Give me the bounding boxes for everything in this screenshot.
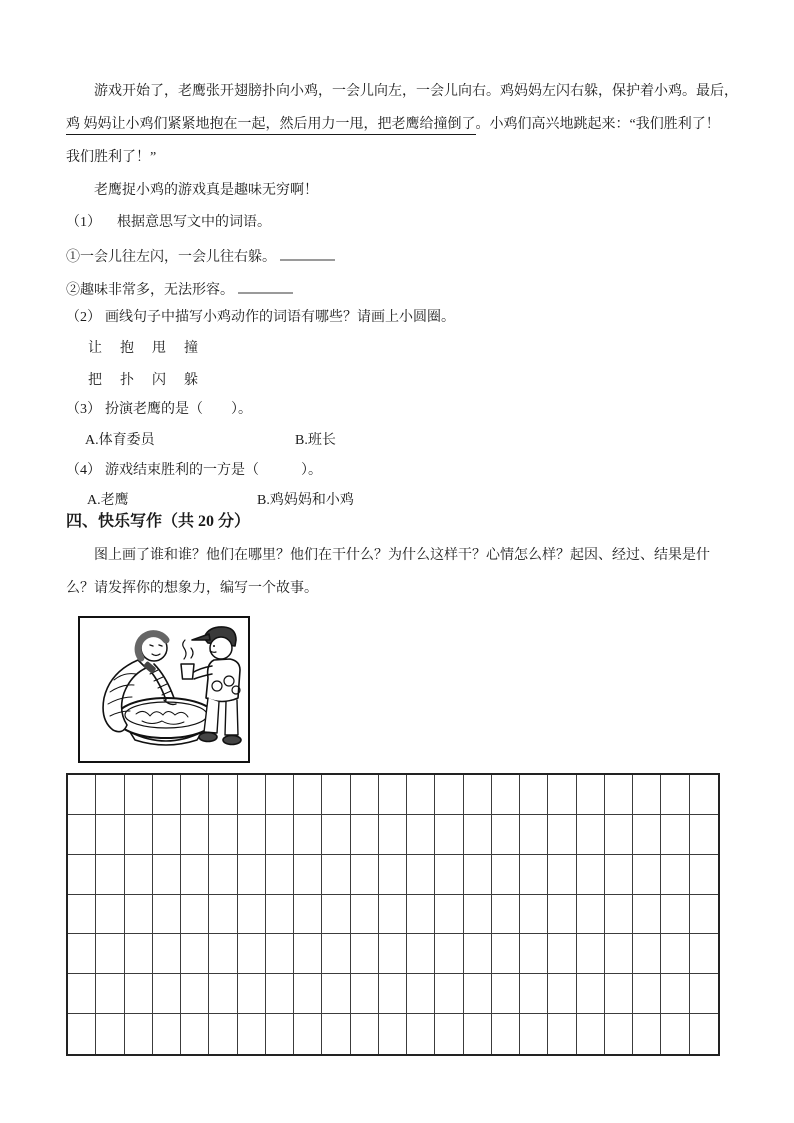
writing-grid-cell[interactable] xyxy=(520,815,548,855)
writing-grid-cell[interactable] xyxy=(181,895,209,935)
writing-grid-cell[interactable] xyxy=(68,934,96,974)
writing-grid-cell[interactable] xyxy=(520,934,548,974)
writing-grid-cell[interactable] xyxy=(548,895,576,935)
writing-grid-cell[interactable] xyxy=(96,934,124,974)
writing-grid-cell[interactable] xyxy=(266,815,294,855)
writing-grid-cell[interactable] xyxy=(690,1014,718,1054)
writing-grid-cell[interactable] xyxy=(351,895,379,935)
writing-grid-cell[interactable] xyxy=(661,974,689,1014)
writing-grid-cell[interactable] xyxy=(464,974,492,1014)
writing-grid-cell[interactable] xyxy=(266,1014,294,1054)
writing-grid-cell[interactable] xyxy=(661,1014,689,1054)
writing-grid-cell[interactable] xyxy=(577,895,605,935)
passage-closing: 老鹰捉小鸡的游戏真是趣味无穷啊！ xyxy=(94,183,318,198)
writing-grid-cell[interactable] xyxy=(435,974,463,1014)
writing-grid-cell[interactable] xyxy=(492,815,520,855)
writing-grid-cell[interactable] xyxy=(690,855,718,895)
writing-grid-cell[interactable] xyxy=(605,855,633,895)
writing-grid-cell[interactable] xyxy=(153,1014,181,1054)
writing-grid-cell[interactable] xyxy=(379,775,407,815)
writing-grid-cell[interactable] xyxy=(577,775,605,815)
writing-grid-cell[interactable] xyxy=(351,815,379,855)
sub-2-number: ② xyxy=(66,283,80,298)
writing-grid-cell[interactable] xyxy=(407,1014,435,1054)
writing-grid-cell[interactable] xyxy=(294,775,322,815)
writing-grid-cell[interactable] xyxy=(407,895,435,935)
question-3-text: 扮演老鹰的是（ ）。 xyxy=(105,402,252,417)
writing-grid-cell[interactable] xyxy=(238,815,266,855)
question-2-number: （2） xyxy=(66,310,101,325)
writing-grid-cell[interactable] xyxy=(125,815,153,855)
scene-illustration-washing xyxy=(80,618,248,761)
writing-grid-cell[interactable] xyxy=(435,895,463,935)
writing-grid-cell[interactable] xyxy=(153,974,181,1014)
writing-grid-cell[interactable] xyxy=(435,934,463,974)
writing-grid-cell[interactable] xyxy=(125,895,153,935)
writing-grid-cell[interactable] xyxy=(96,974,124,1014)
question-1-text: 根据意思写文中的词语。 xyxy=(117,215,271,230)
section-4-heading: 四、快乐写作（共 20 分） xyxy=(66,513,251,530)
writing-grid-cell[interactable] xyxy=(266,775,294,815)
writing-grid-cell[interactable] xyxy=(68,1014,96,1054)
writing-grid-cell[interactable] xyxy=(464,815,492,855)
writing-grid-cell[interactable] xyxy=(181,855,209,895)
writing-grid-cell[interactable] xyxy=(322,974,350,1014)
writing-grid-cell[interactable] xyxy=(379,974,407,1014)
writing-grid-cell[interactable] xyxy=(351,974,379,1014)
writing-grid-cell[interactable] xyxy=(690,815,718,855)
writing-grid-cell[interactable] xyxy=(633,815,661,855)
writing-grid-cell[interactable] xyxy=(548,934,576,974)
writing-grid-cell[interactable] xyxy=(238,934,266,974)
passage-line-3: 我们胜利了！” xyxy=(66,150,157,165)
writing-grid-cell[interactable] xyxy=(690,934,718,974)
writing-grid-cell[interactable] xyxy=(238,974,266,1014)
passage-line-2 xyxy=(66,115,720,135)
writing-grid-cell[interactable] xyxy=(605,1014,633,1054)
writing-grid-cell[interactable] xyxy=(68,855,96,895)
writing-grid-cell[interactable] xyxy=(125,974,153,1014)
writing-grid-cell[interactable] xyxy=(322,1014,350,1054)
writing-grid-cell[interactable] xyxy=(125,934,153,974)
underlined-sentence: 鸡 妈妈让小鸡们紧紧地抱在一起，然后用力一甩，把老鹰给撞倒了 xyxy=(66,117,476,135)
writing-grid-cell[interactable] xyxy=(548,1014,576,1054)
writing-grid-cell[interactable] xyxy=(492,855,520,895)
writing-grid-cell[interactable] xyxy=(605,934,633,974)
writing-grid xyxy=(66,773,720,1056)
writing-grid-cell[interactable] xyxy=(690,895,718,935)
writing-grid-cell[interactable] xyxy=(379,934,407,974)
writing-grid-cell[interactable] xyxy=(464,895,492,935)
writing-grid-cell[interactable] xyxy=(209,815,237,855)
writing-grid-cell[interactable] xyxy=(96,895,124,935)
writing-grid-cell[interactable] xyxy=(492,974,520,1014)
writing-grid-cell[interactable] xyxy=(577,974,605,1014)
writing-grid-cell[interactable] xyxy=(351,775,379,815)
writing-grid-cell[interactable] xyxy=(464,855,492,895)
writing-grid-cell[interactable] xyxy=(266,934,294,974)
writing-grid-cell[interactable] xyxy=(661,775,689,815)
writing-grid-cell[interactable] xyxy=(548,974,576,1014)
writing-grid-cell[interactable] xyxy=(153,775,181,815)
writing-grid-cell[interactable] xyxy=(633,895,661,935)
sub-2-text: 趣味非常多，无法形容。 xyxy=(80,283,234,298)
writing-grid-cell[interactable] xyxy=(633,934,661,974)
answer-blank-2[interactable] xyxy=(238,279,293,294)
writing-grid-cell[interactable] xyxy=(181,1014,209,1054)
writing-grid-cell[interactable] xyxy=(464,775,492,815)
writing-grid-cell[interactable] xyxy=(435,815,463,855)
writing-grid-cell[interactable] xyxy=(125,855,153,895)
passage-line-2-rest: 。小鸡们高兴地跳起来：“我们胜利了！ xyxy=(475,117,720,132)
writing-grid-cell[interactable] xyxy=(464,1014,492,1054)
writing-grid-cell[interactable] xyxy=(577,815,605,855)
writing-grid-cell[interactable] xyxy=(520,974,548,1014)
writing-grid-cell[interactable] xyxy=(379,815,407,855)
writing-grid-cell[interactable] xyxy=(520,1014,548,1054)
writing-grid-cell[interactable] xyxy=(605,815,633,855)
writing-grid-cell[interactable] xyxy=(209,934,237,974)
writing-grid-cell[interactable] xyxy=(266,855,294,895)
writing-grid-cell[interactable] xyxy=(294,815,322,855)
writing-grid-cell[interactable] xyxy=(209,895,237,935)
writing-grid-cell[interactable] xyxy=(520,775,548,815)
writing-grid-cell[interactable] xyxy=(379,895,407,935)
writing-grid-cell[interactable] xyxy=(96,775,124,815)
writing-grid-cell[interactable] xyxy=(577,1014,605,1054)
question-3 xyxy=(66,400,252,420)
writing-grid-cell[interactable] xyxy=(322,775,350,815)
writing-grid-cell[interactable] xyxy=(153,934,181,974)
question-4-text: 游戏结束胜利的一方是（ ）。 xyxy=(105,463,322,478)
writing-grid-cell[interactable] xyxy=(238,775,266,815)
writing-grid-cell[interactable] xyxy=(492,934,520,974)
writing-grid-cell[interactable] xyxy=(407,974,435,1014)
writing-grid-cell[interactable] xyxy=(68,775,96,815)
writing-grid-cell[interactable] xyxy=(548,815,576,855)
writing-grid-cell[interactable] xyxy=(294,934,322,974)
writing-grid-cell[interactable] xyxy=(96,1014,124,1054)
writing-grid-cell[interactable] xyxy=(633,855,661,895)
question-3-number: （3） xyxy=(66,402,101,417)
question-4-option-a[interactable]: A.老鹰 xyxy=(87,493,129,508)
writing-grid-cell[interactable] xyxy=(125,775,153,815)
writing-grid-cell[interactable] xyxy=(492,895,520,935)
writing-grid-cell[interactable] xyxy=(690,775,718,815)
writing-grid-cell[interactable] xyxy=(322,855,350,895)
question-4-number: （4） xyxy=(66,463,101,478)
writing-grid-cell[interactable] xyxy=(435,855,463,895)
sub-1-text: 一会儿往左闪，一会儿往右躲。 xyxy=(80,250,276,265)
writing-grid-cell[interactable] xyxy=(435,775,463,815)
question-3-option-b[interactable]: B.班长 xyxy=(295,433,336,448)
writing-grid-cell[interactable] xyxy=(266,974,294,1014)
writing-grid-cell[interactable] xyxy=(153,815,181,855)
writing-grid-cell[interactable] xyxy=(379,1014,407,1054)
word-row-2: 把 扑 闪 躲 xyxy=(88,373,200,388)
writing-grid-cell[interactable] xyxy=(577,934,605,974)
writing-grid-cell[interactable] xyxy=(351,855,379,895)
question-1-number: （1） xyxy=(66,215,101,230)
writing-prompt-line-2: 么？请发挥你的想象力，编写一个故事。 xyxy=(66,581,318,596)
writing-grid-cell[interactable] xyxy=(605,775,633,815)
writing-grid-cell[interactable] xyxy=(407,815,435,855)
writing-grid-cell[interactable] xyxy=(153,855,181,895)
writing-prompt-line-1: 图上画了谁和谁？他们在哪里？他们在干什么？为什么这样干？心情怎么样？起因、经过、结果是什 xyxy=(94,548,710,563)
writing-grid-cell[interactable] xyxy=(351,1014,379,1054)
steam-icon xyxy=(183,640,193,659)
writing-grid-cell[interactable] xyxy=(181,974,209,1014)
writing-grid-cell[interactable] xyxy=(322,934,350,974)
writing-grid-cell[interactable] xyxy=(209,1014,237,1054)
writing-grid-cell[interactable] xyxy=(605,974,633,1014)
writing-grid-cell[interactable] xyxy=(209,974,237,1014)
writing-grid-cell[interactable] xyxy=(407,934,435,974)
sub-1-number: ① xyxy=(66,250,80,265)
question-1-sub-1 xyxy=(66,246,335,268)
writing-grid-cell[interactable] xyxy=(322,895,350,935)
writing-grid-cell[interactable] xyxy=(661,934,689,974)
word-row-1: 让 抱 甩 撞 xyxy=(88,341,200,356)
writing-grid-cell[interactable] xyxy=(633,1014,661,1054)
writing-grid-cell[interactable] xyxy=(153,895,181,935)
writing-grid-cell[interactable] xyxy=(633,974,661,1014)
cup-icon xyxy=(181,664,194,679)
answer-blank-1[interactable] xyxy=(280,246,335,261)
writing-grid-cell[interactable] xyxy=(548,775,576,815)
writing-grid-cell[interactable] xyxy=(464,934,492,974)
illustration-frame xyxy=(78,616,250,763)
question-3-option-a[interactable]: A.体育委员 xyxy=(85,433,155,448)
writing-grid-cell[interactable] xyxy=(125,1014,153,1054)
writing-grid-cell[interactable] xyxy=(294,1014,322,1054)
writing-grid-cell[interactable] xyxy=(661,895,689,935)
writing-grid-cell[interactable] xyxy=(605,895,633,935)
writing-grid-cell[interactable] xyxy=(294,895,322,935)
writing-grid-cell[interactable] xyxy=(351,934,379,974)
writing-grid-cell[interactable] xyxy=(690,974,718,1014)
writing-grid-cell[interactable] xyxy=(520,855,548,895)
writing-grid-cell[interactable] xyxy=(492,775,520,815)
passage-line-1: 游戏开始了，老鹰张开翅膀扑向小鸡，一会儿向左，一会儿向右。鸡妈妈左闪右躲，保护着小鸡。最后， xyxy=(94,84,738,99)
writing-grid-cell[interactable] xyxy=(294,855,322,895)
writing-grid-cell[interactable] xyxy=(68,815,96,855)
writing-grid-cell[interactable] xyxy=(68,895,96,935)
writing-grid-cell[interactable] xyxy=(407,775,435,815)
writing-grid-cell[interactable] xyxy=(577,855,605,895)
question-2-text: 画线句子中描写小鸡动作的词语有哪些？请画上小圆圈。 xyxy=(105,310,455,325)
writing-grid-cell[interactable] xyxy=(181,934,209,974)
writing-grid-cell[interactable] xyxy=(96,815,124,855)
writing-grid-cell[interactable] xyxy=(238,1014,266,1054)
writing-grid-cell[interactable] xyxy=(238,895,266,935)
writing-grid-cell[interactable] xyxy=(548,855,576,895)
writing-grid-cell[interactable] xyxy=(407,855,435,895)
writing-grid-cell[interactable] xyxy=(661,855,689,895)
writing-grid-cell[interactable] xyxy=(492,1014,520,1054)
writing-grid-cell[interactable] xyxy=(661,815,689,855)
writing-grid-cell[interactable] xyxy=(209,855,237,895)
question-1-sub-2 xyxy=(66,279,293,301)
writing-grid-cell[interactable] xyxy=(294,974,322,1014)
question-2 xyxy=(66,308,455,328)
writing-grid-cell[interactable] xyxy=(181,815,209,855)
writing-grid-cell[interactable] xyxy=(633,775,661,815)
writing-grid-cell[interactable] xyxy=(266,895,294,935)
writing-grid-cell[interactable] xyxy=(181,775,209,815)
writing-grid-cell[interactable] xyxy=(209,775,237,815)
writing-grid-cell[interactable] xyxy=(520,895,548,935)
question-1 xyxy=(66,213,271,233)
writing-grid-cell[interactable] xyxy=(68,974,96,1014)
writing-grid-cell[interactable] xyxy=(379,855,407,895)
writing-grid-cell[interactable] xyxy=(435,1014,463,1054)
writing-grid-cell[interactable] xyxy=(96,855,124,895)
writing-grid-cell[interactable] xyxy=(322,815,350,855)
question-4-option-b[interactable]: B.鸡妈妈和小鸡 xyxy=(257,493,354,508)
question-4 xyxy=(66,461,322,481)
writing-grid-cell[interactable] xyxy=(238,855,266,895)
